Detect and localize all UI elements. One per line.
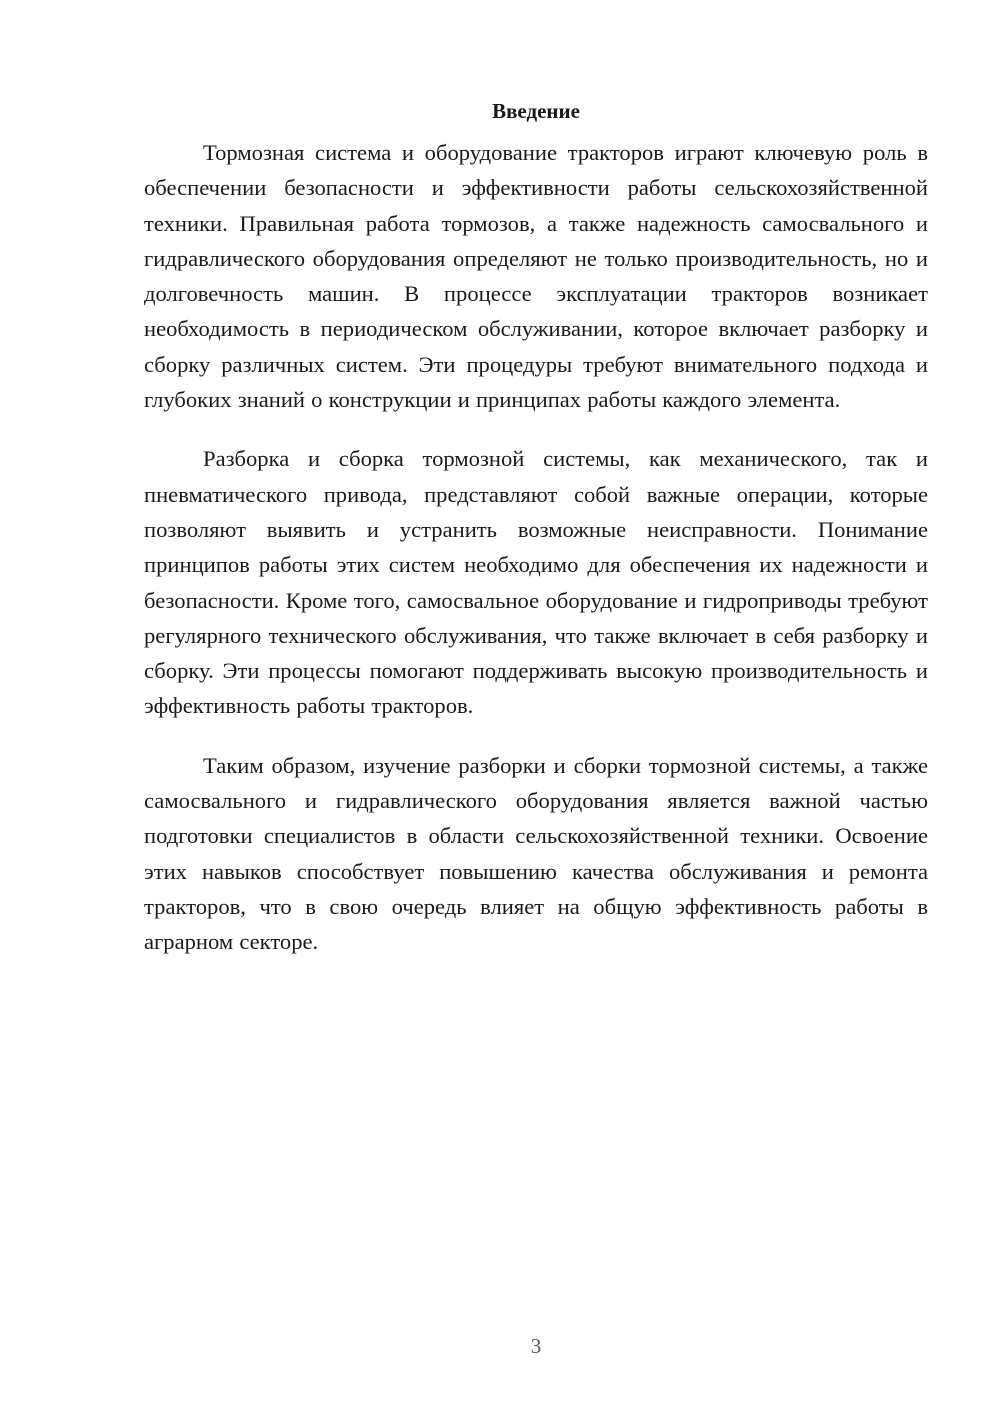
page-content xyxy=(144,97,928,984)
paragraph-3: Таким образом, изучение разборки и сборки тормозной системы, а также самосвального и гидравлического оборудования является важной частью подготовки специалистов в области сельскохозяйственной техники. Освоение этих навыков способствует повышению качества обслуживания и ремонта тракторов, что в свою очередь влияет на общую эффективность работы в аграрном секторе. xyxy=(144,752,928,955)
section-title: Введение xyxy=(492,99,580,123)
paragraph-1: Тормозная система и оборудование тракторов играют ключевую роль в обеспечении безопасности и эффективности работы сельскохозяйственной техники. Правильная работа тормозов, а также надежность самосвального и гидравлического оборудования определяют не только производительность, но и долговечность машин. В процессе эксплуатации тракторов возникает необходимость в периодическом обслуживании, которое включает разборку и сборку различных систем. Эти процедуры требуют внимательного подхода и глубоких знаний о конструкции и принципах работы каждого элемента. xyxy=(144,140,928,413)
paragraph-2: Разборка и сборка тормозной системы, как механического, так и пневматического привода, представляют собой важные операции, которые позволяют выявить и устранить возможные неисправности. Понимание принципов работы этих систем необходимо для обеспечения их надежности и безопасности. Кроме того, самосвальное оборудование и гидроприводы требуют регулярного технического обслуживания, что также включает в себя разборку и сборку. Эти процессы помогают поддерживать высокую производительность и эффективность работы тракторов. xyxy=(144,446,928,719)
page-number: 3 xyxy=(530,1334,542,1358)
